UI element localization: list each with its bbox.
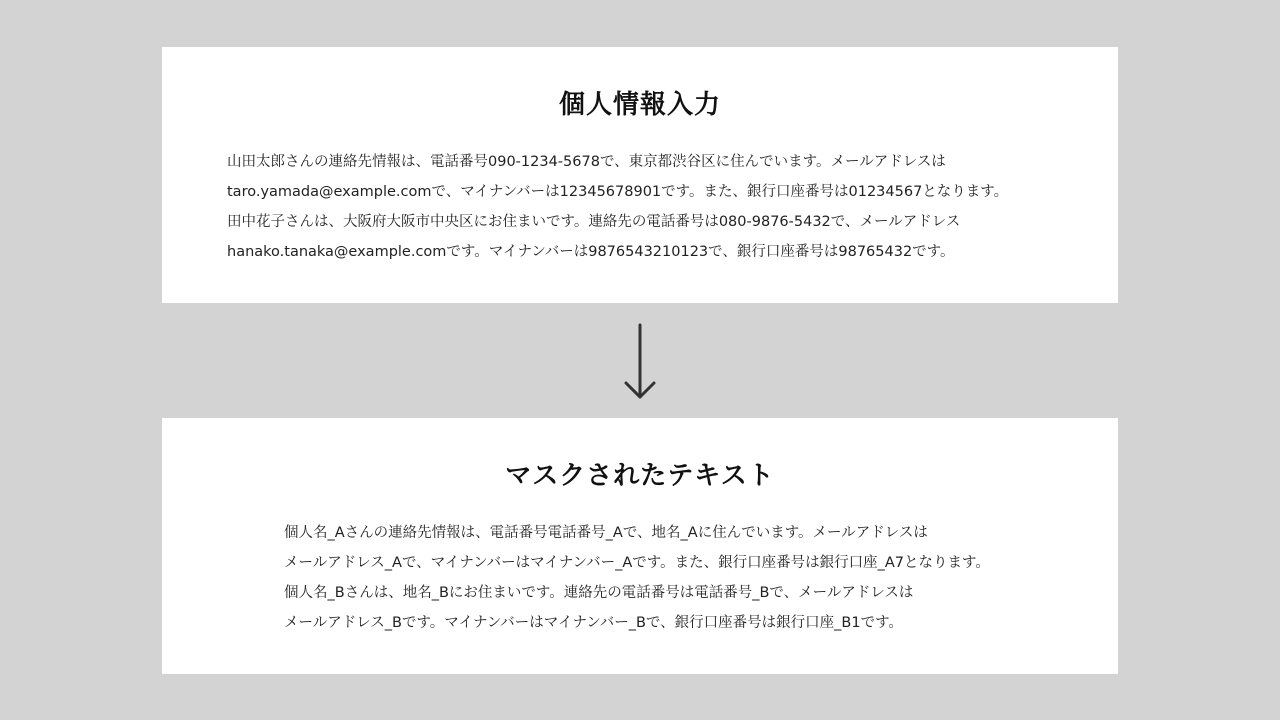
- input-panel-body: [227, 147, 1008, 267]
- input-text-line: hanako.tanaka@example.comです。マイナンバーは9876543210123で、銀行口座番号は98765432です。: [227, 244, 955, 260]
- masked-text-panel: [162, 418, 1118, 674]
- masked-text-line: 個人名_Aさんの連絡先情報は、電話番号電話番号_Aで、地名_Aに住んでいます。メールアドレスは: [284, 525, 928, 541]
- input-text-line: taro.yamada@example.comで、マイナンバーは12345678901です。また、銀行口座番号は01234567となります。: [227, 184, 1009, 200]
- output-panel-title: マスクされたテキスト: [505, 461, 775, 491]
- masked-text-line: 個人名_Bさんは、地名_Bにお住まいです。連絡先の電話番号は電話番号_Bで、メールアドレスは: [284, 585, 914, 601]
- arrow-down-icon: [620, 322, 660, 402]
- input-text-line: 山田太郎さんの連絡先情報は、電話番号090-1234-5678で、東京都渋谷区に住んでいます。メールアドレスは: [227, 154, 946, 170]
- masked-text-line: メールアドレス_Aで、マイナンバーはマイナンバー_Aです。また、銀行口座番号は銀行口座_A7となります。: [284, 555, 990, 571]
- input-text-line: 田中花子さんは、大阪府大阪市中央区にお住まいです。連絡先の電話番号は080-9876-5432で、メールアドレス: [227, 214, 961, 230]
- masked-text-line: メールアドレス_Bです。マイナンバーはマイナンバー_Bで、銀行口座番号は銀行口座_B1です。: [284, 615, 903, 631]
- input-panel-title: 個人情報入力: [558, 90, 721, 120]
- output-panel-body: [284, 518, 990, 638]
- input-text-panel: [162, 47, 1118, 303]
